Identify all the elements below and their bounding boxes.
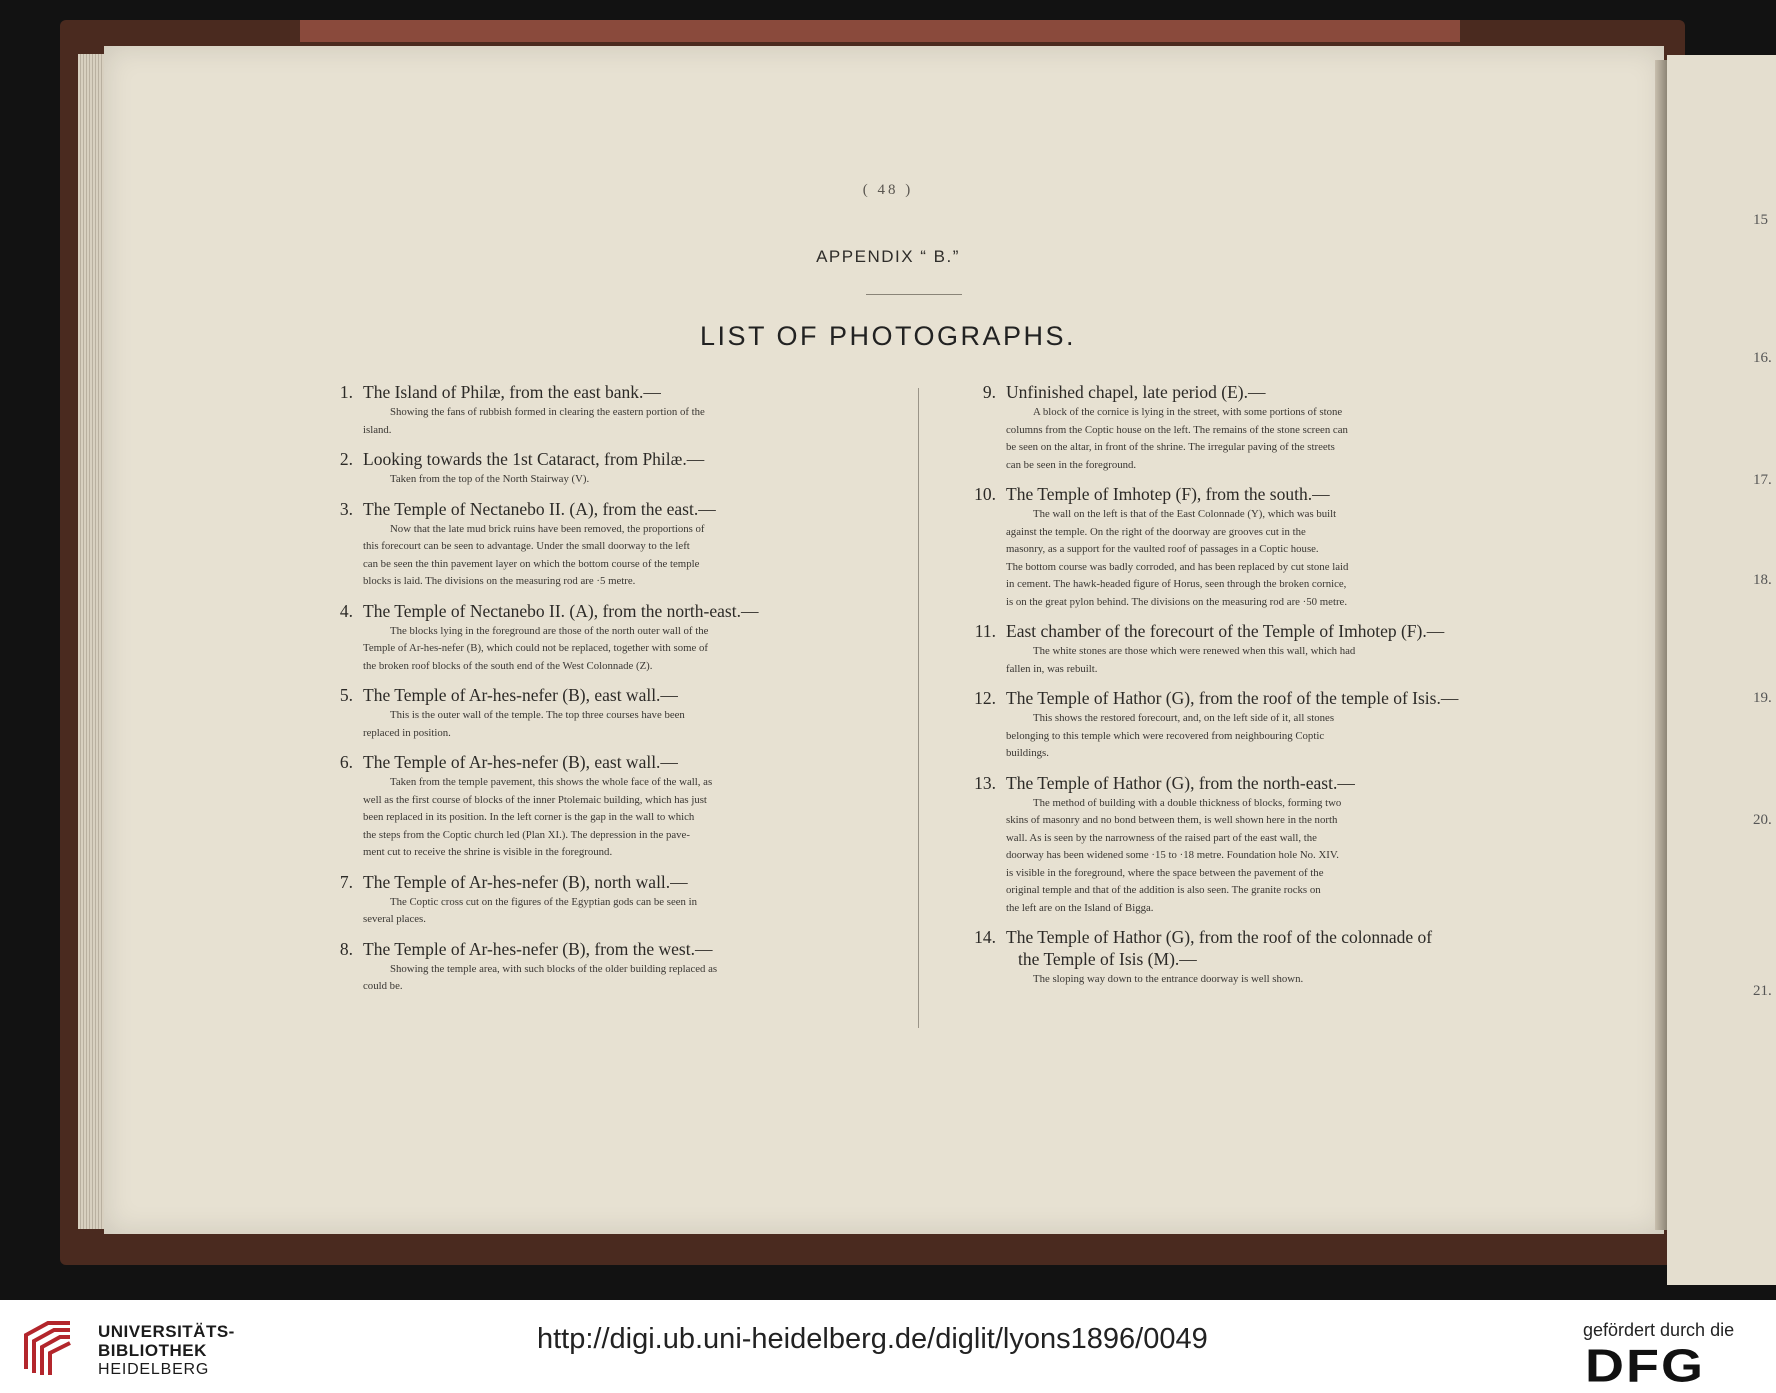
description-line: Now that the late mud brick ruins have been removed, the proportions of [390, 522, 705, 535]
photo-item-heading [327, 684, 882, 706]
description-line: can be seen in the foreground. [1006, 458, 1137, 471]
description-line: fallen in, was rebuilt. [1006, 662, 1098, 675]
photo-item-description [327, 894, 882, 929]
funder-label: gefördert durch die [1583, 1320, 1735, 1340]
photo-item-heading [970, 926, 1535, 948]
description-line: the left are on the Island of Bigga. [1006, 901, 1154, 914]
photo-list-item [327, 381, 882, 439]
description-line: replaced in position. [363, 726, 451, 739]
photo-list-item [970, 620, 1535, 678]
margin-number: 15 [1753, 212, 1768, 228]
photo-item-title: The Temple of Ar-hes-nefer (B), east wall.— [363, 752, 678, 772]
margin-number: 16. [1753, 350, 1772, 366]
page-title: LIST OF PHOTOGRAPHS. [699, 321, 1077, 351]
photo-item-number: 6. [339, 752, 353, 772]
description-line: Showing the fans of rubbish formed in clearing the eastern portion of the [390, 406, 705, 418]
photo-item-heading [970, 483, 1535, 505]
description-line: A block of the cornice is lying in the street, with some portions of stone [1033, 406, 1343, 418]
photo-item-heading [327, 498, 882, 520]
photo-item-description [970, 506, 1535, 611]
margin-number: 20. [1753, 812, 1772, 828]
description-line: belonging to this temple which were recovered from neighbouring Coptic [1006, 729, 1325, 742]
margin-number: 18. [1753, 572, 1772, 588]
description-line: Taken from the top of the North Stairway (V). [390, 473, 590, 485]
description-line: columns from the Coptic house on the left. The remains of the stone screen can [1006, 423, 1348, 436]
photo-list-item [970, 483, 1535, 611]
photo-item-number: 5. [339, 685, 353, 705]
photo-item-number: 8. [339, 938, 353, 959]
description-line: The wall on the left is that of the East Colonnade (Y), which was built [1033, 508, 1337, 520]
photo-item-number: 2. [339, 449, 353, 469]
description-line: can be seen the thin pavement layer on which the bottom course of the temple [363, 557, 700, 570]
photo-item-number: 9. [982, 382, 996, 402]
description-line: This is the outer wall of the temple. The top three courses have been [390, 709, 685, 721]
photo-item-number: 11. [974, 621, 996, 641]
photo-item-number: 1. [339, 382, 353, 402]
margin-number: 21. [1753, 983, 1772, 999]
photo-item-heading [327, 448, 882, 470]
description-line: against the temple. On the right of the doorway are grooves cut in the [1006, 525, 1306, 538]
heading-rule [866, 294, 962, 295]
description-line: this forecourt can be seen to advantage. Under the small doorway to the left [363, 540, 690, 552]
university-library-logo-icon [18, 1317, 78, 1377]
description-line: doorway has been widened some ·15 to ·18 metre. Foundation hole No. XIV. [1006, 849, 1339, 861]
right-column [970, 381, 1535, 998]
description-line: The sloping way down to the entrance doorway is well shown. [1033, 973, 1304, 985]
photo-item-heading [327, 871, 882, 893]
library-name-line1: UNIVERSITÄTS- [98, 1322, 235, 1341]
photo-item-number: 10. [974, 484, 996, 504]
description-line: well as the first course of blocks of the inner Ptolemaic building, which has just [363, 793, 707, 806]
photo-item-description [970, 971, 1535, 989]
photo-item-description [327, 623, 882, 676]
description-line: Showing the temple area, with such blocks of the older building replaced as [390, 962, 718, 975]
photo-item-description [327, 961, 882, 996]
photo-list-item [327, 448, 882, 489]
description-line: the steps from the Coptic church led (Plan XI.). The depression in the pave- [363, 828, 690, 841]
photo-item-heading [970, 381, 1535, 403]
photo-item-heading [327, 600, 882, 622]
photo-item-description [970, 643, 1535, 678]
photo-item-title-continued: the Temple of Isis (M).— [1018, 949, 1197, 969]
photo-item-title: East chamber of the forecourt of the Temple of Imhotep (F).— [1006, 621, 1445, 641]
description-line: The white stones are those which were renewed when this wall, which had [1033, 645, 1356, 657]
photo-item-description [327, 521, 882, 591]
description-line: is on the great pylon behind. The divisions on the measuring rod are ·50 metre. [1006, 595, 1348, 608]
photo-item-description [970, 795, 1535, 918]
description-line: masonry, as a support for the vaulted roof of passages in a Coptic house. [1006, 543, 1319, 555]
cover-headband [300, 20, 1460, 42]
photo-list-item [327, 751, 882, 862]
photo-item-title: The Island of Philæ, from the east bank.— [363, 382, 661, 402]
description-line: could be. [363, 980, 403, 992]
photo-item-title: The Temple of Ar-hes-nefer (B), from the west.— [363, 938, 713, 959]
description-line: buildings. [1006, 747, 1049, 759]
photo-item-title: The Temple of Hathor (G), from the roof of the colonnade of [1006, 927, 1433, 947]
photo-item-heading [970, 620, 1535, 642]
library-name-line2: BIBLIOTHEK [98, 1341, 207, 1360]
column-divider [918, 388, 919, 1028]
facing-page-edge [1667, 55, 1776, 1285]
photo-item-description [327, 404, 882, 439]
page-gutter [1655, 60, 1667, 1230]
page-number: ( 48 ) [862, 182, 914, 198]
photo-item-description [327, 774, 882, 862]
photo-item-title: The Temple of Hathor (G), from the roof of the temple of Isis.— [1006, 688, 1459, 708]
description-line: the broken roof blocks of the south end of the West Colonnade (Z). [363, 659, 653, 672]
photo-item-title: The Temple of Hathor (G), from the north-east.— [1006, 772, 1355, 793]
photo-item-title: The Temple of Imhotep (F), from the south.— [1006, 484, 1330, 504]
photo-list-item [970, 381, 1535, 474]
description-line: is visible in the foreground, where the space between the pavement of the [1006, 866, 1324, 879]
photo-item-number: 3. [339, 498, 353, 519]
description-line: Temple of Ar-hes-nefer (B), which could not be replaced, together with some of [363, 642, 709, 654]
photo-list-item [327, 938, 882, 996]
photo-list-item [970, 687, 1535, 763]
photo-item-number: 7. [339, 871, 353, 892]
photo-list-item [327, 684, 882, 742]
margin-number: 17. [1753, 472, 1772, 488]
photo-item-title: The Temple of Ar-hes-nefer (B), north wall.— [363, 871, 688, 892]
description-line: several places. [363, 913, 426, 925]
photo-item-number: 14. [974, 927, 996, 947]
photo-list-item [327, 498, 882, 591]
photo-list-item [970, 772, 1535, 918]
photo-item-heading [327, 751, 882, 773]
description-line: island. [363, 423, 392, 436]
photo-item-heading [327, 938, 882, 960]
photo-item-number: 12. [974, 688, 996, 708]
library-name-line3: HEIDELBERG [98, 1361, 210, 1378]
photo-list-item [327, 600, 882, 676]
description-line: skins of masonry and no bond between them, is well shown here in the north [1006, 814, 1338, 826]
description-line: been replaced in its position. In the left corner is the gap in the wall to which [363, 811, 695, 823]
appendix-heading: APPENDIX “ B.” [816, 247, 960, 266]
photo-item-title: The Temple of Nectanebo II. (A), from the east.— [363, 498, 716, 519]
photo-item-heading [970, 687, 1535, 709]
description-line: This shows the restored forecourt, and, on the left side of it, all stones [1033, 712, 1335, 724]
photo-item-heading [970, 772, 1535, 794]
photo-list-item [970, 926, 1535, 989]
photo-item-description [327, 471, 882, 489]
description-line: original temple and that of the addition is also seen. The granite rocks on [1006, 884, 1321, 896]
permalink-url[interactable]: http://digi.ub.uni-heidelberg.de/diglit/lyons1896/0049 [537, 1323, 1208, 1355]
library-name [98, 1322, 235, 1379]
photo-list-item [327, 871, 882, 929]
photo-item-title: Unfinished chapel, late period (E).— [1006, 382, 1266, 402]
photo-item-heading [327, 381, 882, 403]
description-line: wall. As is seen by the narrowness of the raised part of the east wall, the [1006, 831, 1317, 844]
description-line: blocks is laid. The divisions on the measuring rod are ·5 metre. [363, 575, 636, 587]
description-line: ment cut to receive the shrine is visible in the foreground. [363, 846, 613, 858]
description-line: in cement. The hawk-headed figure of Horus, seen through the broken cornice, [1006, 578, 1347, 590]
left-column [327, 381, 882, 1005]
photo-item-title: Looking towards the 1st Cataract, from Philæ.— [363, 449, 705, 469]
photo-item-title: The Temple of Nectanebo II. (A), from the north-east.— [363, 600, 759, 621]
description-line: The Coptic cross cut on the figures of the Egyptian gods can be seen in [390, 895, 698, 908]
photo-item-description [970, 710, 1535, 763]
dfg-logo: DFG [1585, 1340, 1705, 1392]
margin-number: 19. [1753, 690, 1772, 706]
description-line: Taken from the temple pavement, this shows the whole face of the wall, as [390, 776, 713, 788]
photo-item-description [970, 404, 1535, 474]
photo-item-number: 13. [974, 772, 996, 793]
description-line: The bottom course was badly corroded, and has been replaced by cut stone laid [1006, 560, 1349, 573]
photo-item-number: 4. [339, 600, 353, 621]
description-line: The blocks lying in the foreground are those of the north outer wall of the [390, 624, 709, 637]
photo-item-description [327, 707, 882, 742]
photo-item-title: The Temple of Ar-hes-nefer (B), east wall.— [363, 685, 678, 705]
description-line: be seen on the altar, in front of the shrine. The irregular paving of the streets [1006, 441, 1335, 453]
description-line: The method of building with a double thickness of blocks, forming two [1033, 796, 1342, 809]
